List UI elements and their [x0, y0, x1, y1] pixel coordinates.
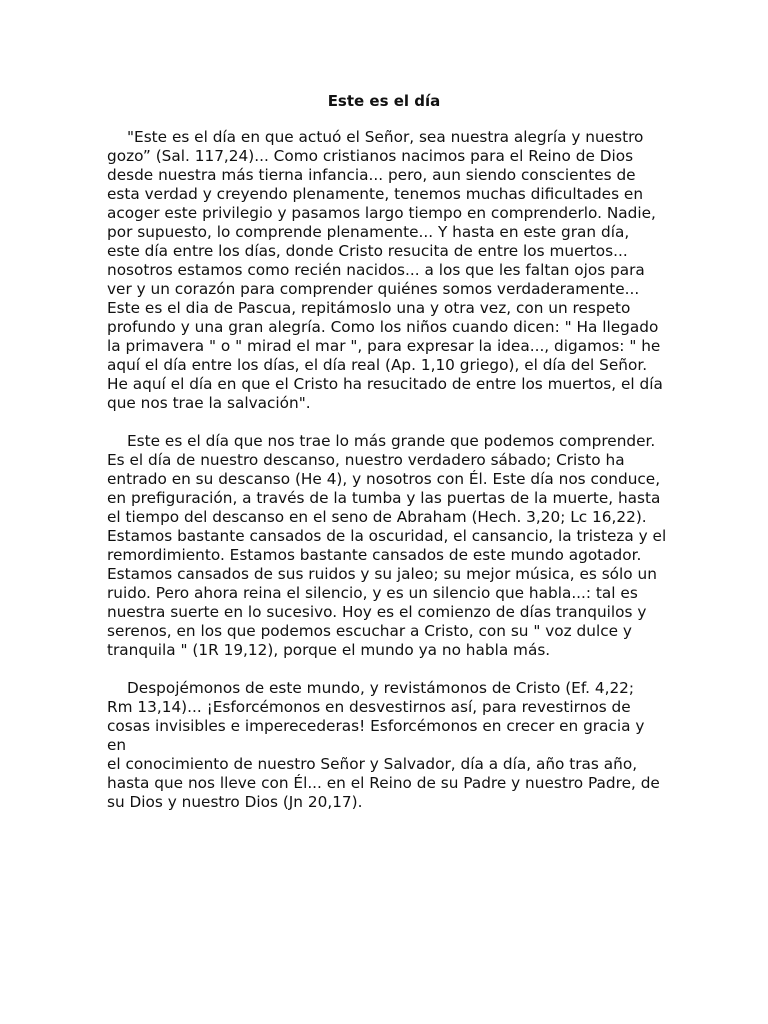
paragraph-3: Despojémonos de este mundo, y revistámonos de Cristo (Ef. 4,22; Rm 13,14)... ¡Esforcémonos en desvestirnos así, para revestirnos de cosas invisibles e imperecederas! Esforcémonos en crecer en gracia y en el conocimiento de nuestro Señor y Salvador, día a día, año tras año, hasta que nos lleve con Él... en el Reino de su Padre y nuestro Padre, de su Dios y nuestro Dios (Jn 20,17).	[107, 679, 660, 811]
document-title: Este es el día	[327, 92, 441, 110]
document-body	[107, 128, 667, 831]
paragraph-1: "Este es el día en que actuó el Señor, sea nuestra alegría y nuestro gozo” (Sal. 117,24)... Como cristianos nacimos para el Reino de Dios desde nuestra más tierna infancia... pero, aun siendo conscientes de esta verdad y creyendo plenamente, tenemos muchas dificultades en acoger este privilegio y pasamos largo tiempo en comprenderlo. Nadie, por supuesto, lo comprende plenamente... Y hasta en este gran día, este día entre los días, donde Cristo resucita de entre los muertos... nosotros estamos como recién nacidos... a los que les faltan ojos para ver y un corazón para comprender quiénes somos verdaderamente... Este es el dia de Pascua, repitámoslo una y otra vez, con un respeto profundo y una gran alegría. Como los niños cuando dicen: " Ha llegado la primavera " o " mirad el mar ", para expresar la idea..., digamos: " he aquí el día entre los días, el día real (Ap. 1,10 griego), el día del Señor. He aquí el día en que el Cristo ha resucitado de entre los muertos, el día que nos trae la salvación".	[107, 128, 663, 412]
paragraph-2: Este es el día que nos trae lo más grande que podemos comprender. Es el día de nuestro descanso, nuestro verdadero sábado; Cristo ha entrado en su descanso (He 4), y nosotros con Él. Este día nos conduce, en prefiguración, a través de la tumba y las puertas de la muerte, hasta el tiempo del descanso en el seno de Abraham (Hech. 3,20; Lc 16,22). Estamos bastante cansados de la oscuridad, el cansancio, la tristeza y el remordimiento. Estamos bastante cansados de este mundo agotador. Estamos cansados de sus ruidos y su jaleo; su mejor música, es sólo un ruido. Pero ahora reina el silencio, y es un silencio que habla...: tal es nuestra suerte en lo sucesivo. Hoy es el comienzo de días tranquilos y serenos, en los que podemos escuchar a Cristo, con su " voz dulce y tranquila " (1R 19,12), porque el mundo ya no habla más.	[107, 432, 667, 659]
